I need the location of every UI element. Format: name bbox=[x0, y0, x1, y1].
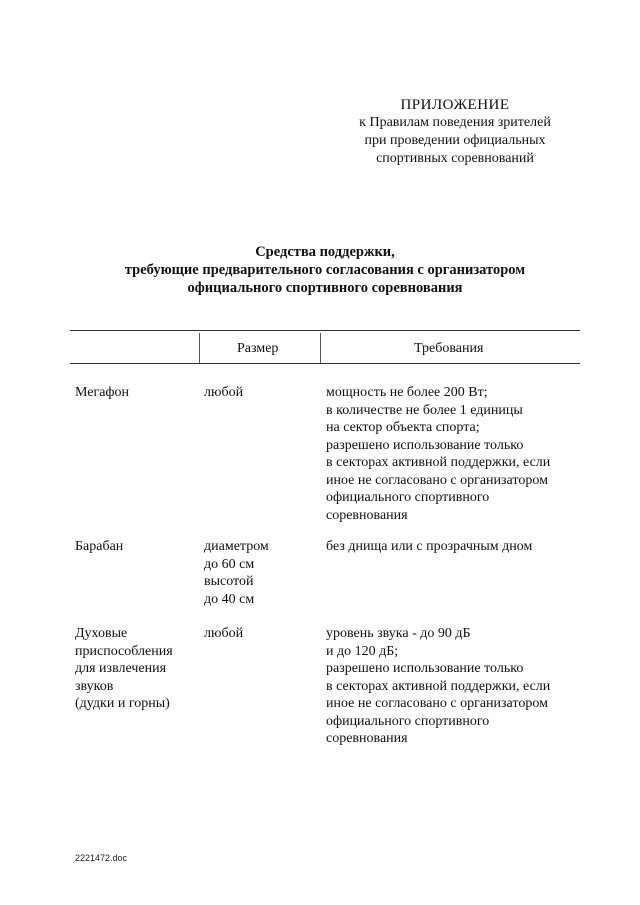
table-header-bottom-rule bbox=[70, 363, 580, 364]
footer-file-name: 2221472.doc bbox=[75, 853, 128, 863]
document-title-line: Средства поддержки, bbox=[255, 244, 395, 260]
requirement-line: в количестве не более 1 единицы bbox=[326, 402, 523, 418]
table-row-drum bbox=[75, 538, 123, 556]
table-row-wind-instruments bbox=[75, 625, 173, 713]
requirement-line: разрешено использование только bbox=[326, 661, 524, 676]
requirement-line: в секторах активной поддержки, если bbox=[326, 455, 551, 470]
document-title-line: требующие предварительного согласования с организатором bbox=[124, 262, 526, 278]
item-name: Духовые bbox=[75, 626, 128, 641]
appendix-line: спортивных соревнований bbox=[376, 151, 534, 166]
header-requirements: Требования bbox=[414, 341, 484, 356]
item-requirements bbox=[326, 625, 550, 748]
document-title-line: официального спортивного соревнования bbox=[187, 280, 463, 296]
item-name: (дудки и горны) bbox=[75, 696, 170, 711]
item-requirements bbox=[326, 538, 532, 556]
table-column-divider bbox=[199, 333, 200, 363]
requirement-line: иное не согласовано с организатором bbox=[326, 472, 548, 488]
document-title bbox=[60, 243, 590, 297]
requirement-line: разрешено использование только bbox=[326, 437, 524, 453]
appendix-line: к Правилам поведения зрителей bbox=[359, 115, 551, 130]
requirement-line: без днища или с прозрачным дном bbox=[326, 539, 533, 554]
item-size bbox=[204, 625, 243, 643]
requirement-line: на сектор объекта спорта; bbox=[326, 420, 480, 435]
table-top-rule bbox=[70, 330, 580, 331]
size-line: до 40 см bbox=[204, 591, 255, 607]
requirement-line: соревнования bbox=[326, 731, 408, 746]
requirement-line: соревнования bbox=[326, 507, 408, 523]
requirement-line: в секторах активной поддержки, если bbox=[326, 678, 551, 694]
requirement-line: официального спортивного bbox=[326, 713, 490, 729]
size-line: высотой bbox=[204, 574, 254, 589]
item-name: звуков bbox=[75, 678, 114, 694]
item-size bbox=[204, 384, 243, 402]
item-name: приспособления bbox=[75, 643, 173, 659]
size-line: любой bbox=[204, 385, 244, 400]
appendix-line: при проведении официальных bbox=[364, 133, 546, 148]
table-column-divider bbox=[320, 333, 321, 363]
requirement-line: и до 120 дБ; bbox=[326, 643, 399, 659]
header-size: Размер bbox=[237, 341, 279, 356]
requirement-line: иное не согласовано с организатором bbox=[326, 696, 548, 711]
item-name: для извлечения bbox=[75, 661, 167, 676]
appendix-block bbox=[330, 96, 580, 168]
item-name: Барабан bbox=[75, 539, 124, 554]
requirement-line: официального спортивного bbox=[326, 490, 490, 505]
item-size bbox=[204, 538, 269, 608]
requirement-line: мощность не более 200 Вт; bbox=[326, 385, 488, 400]
size-line: до 60 см bbox=[204, 556, 255, 572]
item-name: Мегафон bbox=[75, 385, 129, 400]
table-row-megaphone bbox=[75, 384, 129, 402]
size-line: диаметром bbox=[204, 539, 269, 554]
requirement-line: уровень звука - до 90 дБ bbox=[326, 626, 471, 641]
appendix-title: ПРИЛОЖЕНИЕ bbox=[400, 97, 510, 113]
item-requirements bbox=[326, 384, 550, 524]
size-line: любой bbox=[204, 626, 244, 641]
